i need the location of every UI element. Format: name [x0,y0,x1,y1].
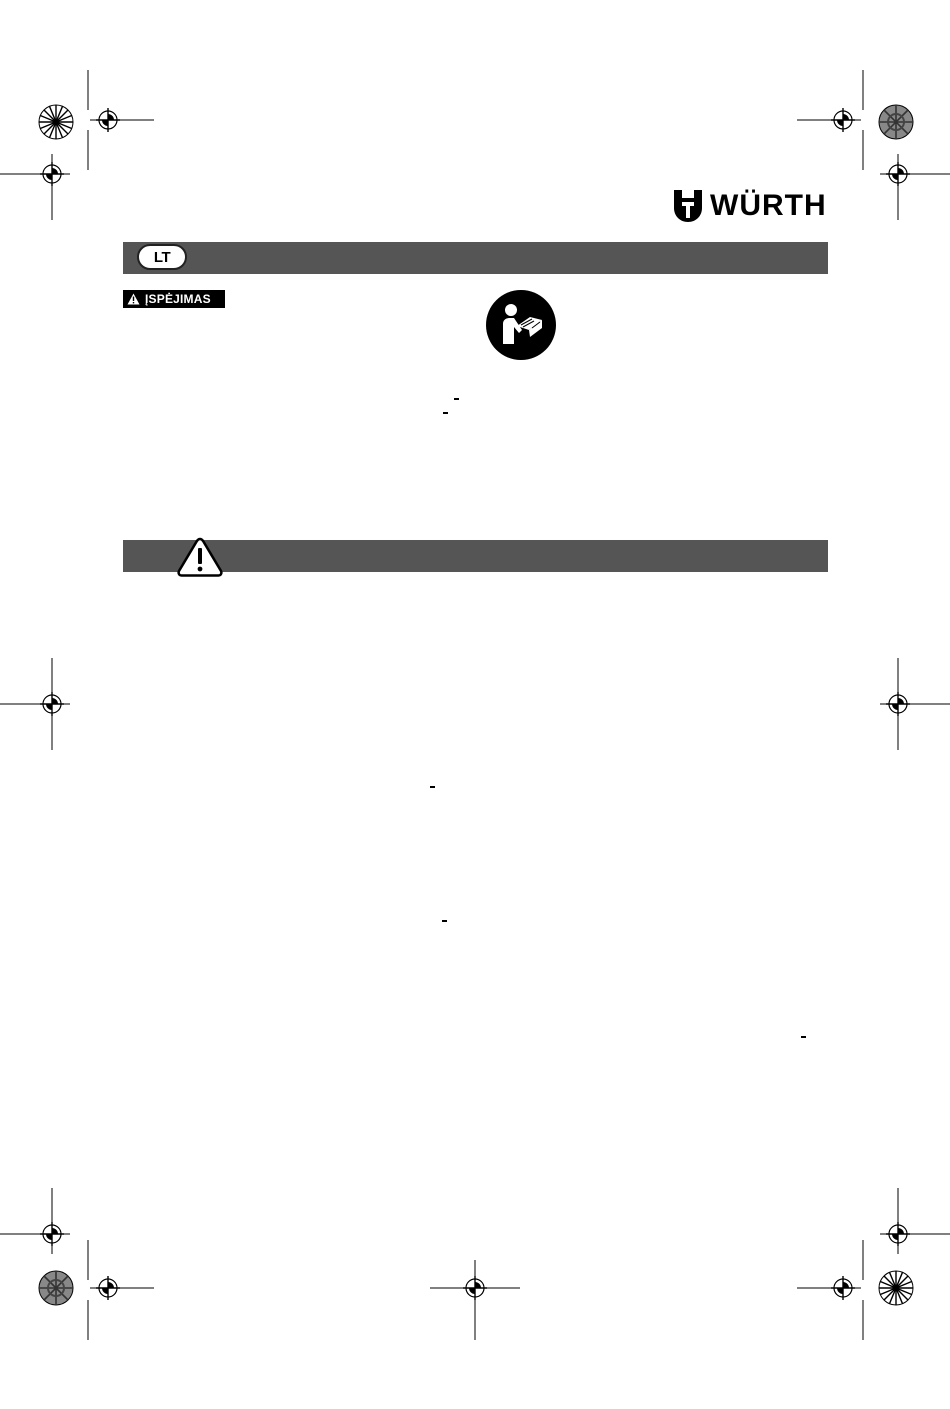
dash-mark [442,920,447,922]
crosshair-registration-icon [430,1240,520,1340]
crosshair-registration-icon [797,70,887,170]
dash-mark [801,1036,806,1038]
crosshair-registration-icon [0,150,70,220]
dash-mark [430,786,435,788]
crosshair-registration-icon [64,1240,154,1340]
language-badge: LT [137,244,187,270]
crosshair-registration-icon [64,70,154,170]
dash-mark [443,412,448,414]
crosshair-registration-icon [0,658,70,750]
warning-label-text: ĮSPĖJIMAS [145,292,211,306]
warning-triangle-icon [176,536,224,578]
warning-label [123,290,225,308]
star-target-icon [878,1270,914,1306]
brand-logo [672,186,832,226]
wurth-emblem-icon [672,188,704,224]
dash-mark [454,398,459,400]
section-header-bar [123,242,828,274]
safety-section-bar [123,540,828,572]
brand-logo-text: WÜRTH [710,189,827,222]
crosshair-registration-icon [880,658,950,750]
crosshair-registration-icon [0,1188,70,1260]
read-manual-icon [486,290,556,360]
alert-triangle-icon [127,293,140,305]
crosshair-registration-icon [797,1240,887,1340]
crosshair-registration-icon [880,1188,950,1260]
crosshair-registration-icon [880,150,950,220]
star-target-icon [878,104,914,140]
